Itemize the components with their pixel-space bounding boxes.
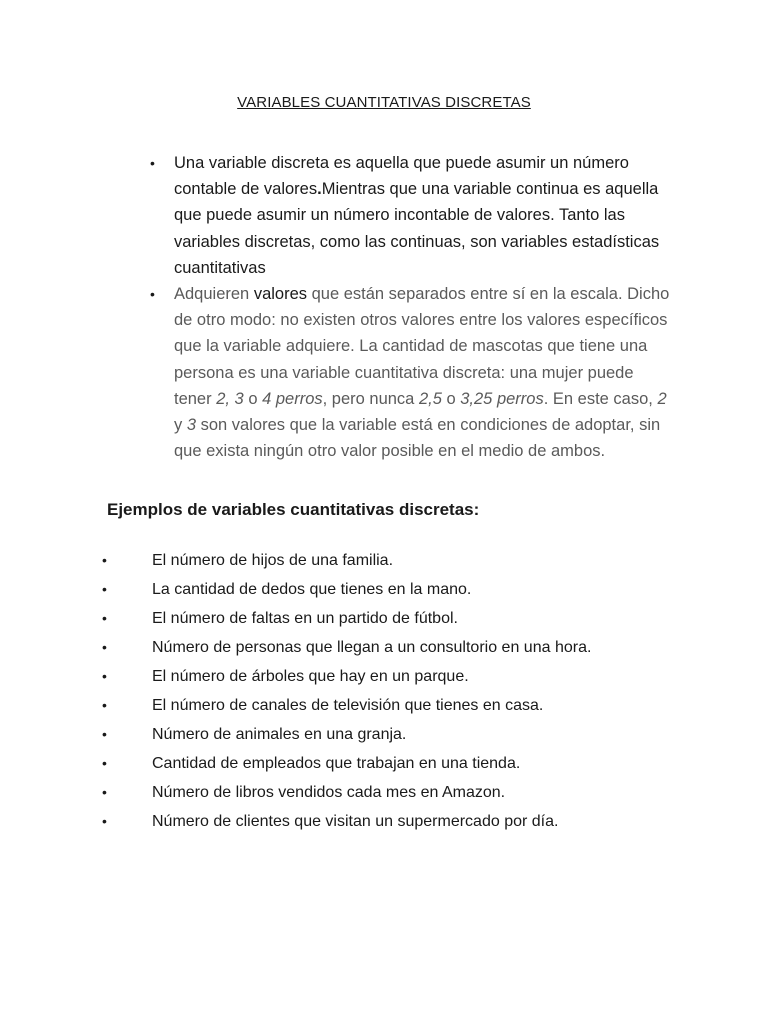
bullet-icon: • bbox=[102, 813, 107, 829]
example-item bbox=[102, 633, 702, 662]
desc-italic: 4 perros bbox=[262, 389, 323, 408]
desc-italic: 2,5 bbox=[418, 389, 442, 408]
desc-segment: o bbox=[441, 389, 461, 408]
document-title: VARIABLES CUANTITATIVAS DISCRETAS bbox=[237, 94, 531, 111]
example-item bbox=[102, 749, 702, 778]
desc-segment: que están separados entre sí en la escala. Dicho de otro modo: no existen otros valores entre los valores específicos que la variable adquiere. La cantidad de mascotas que tiene una persona es una variable cuantitativa discreta: una mujer puede tener bbox=[174, 285, 670, 408]
example-text: El número de canales de televisión que tienes en casa. bbox=[152, 697, 544, 714]
bullet-icon: • bbox=[102, 668, 107, 684]
intro-item-definition bbox=[150, 150, 670, 281]
example-item bbox=[102, 691, 702, 720]
bullet-icon: • bbox=[102, 726, 107, 742]
example-item bbox=[102, 778, 702, 807]
examples-list bbox=[102, 546, 702, 836]
example-item bbox=[102, 604, 702, 633]
example-text: Número de animales en una granja. bbox=[152, 726, 407, 743]
example-text: El número de hijos de una familia. bbox=[152, 552, 394, 569]
example-item bbox=[102, 807, 702, 836]
desc-segment: son valores que la variable está en condiciones de adoptar, sin que exista ningún otro valor posible en el medio de ambos. bbox=[174, 416, 661, 461]
bullet-icon: • bbox=[102, 639, 107, 655]
definition-period: . bbox=[317, 180, 322, 199]
bullet-icon: • bbox=[102, 581, 107, 597]
example-text: El número de árboles que hay en un parque. bbox=[152, 668, 469, 685]
example-item bbox=[102, 662, 702, 691]
desc-italic: 2, 3 bbox=[216, 389, 244, 408]
intro-item-description bbox=[150, 281, 670, 464]
example-item bbox=[102, 720, 702, 749]
examples-heading: Ejemplos de variables cuantitativas discretas: bbox=[107, 500, 480, 519]
bullet-icon: • bbox=[150, 286, 155, 303]
bullet-icon: • bbox=[102, 610, 107, 626]
definition-text-b: Mientras que una variable continua es aquella que puede asumir un número incontable de valores. Tanto las variables discretas, como las continuas, son variables estadísticas cuantitativas bbox=[174, 180, 660, 277]
example-text: El número de faltas en un partido de fútbol. bbox=[152, 610, 458, 627]
definition-text-a: Una variable discreta es aquella que puede asumir un número contable de valores bbox=[174, 154, 629, 199]
intro-bullet-list bbox=[150, 150, 670, 464]
desc-segment: . En este caso, bbox=[543, 389, 658, 408]
desc-segment: y bbox=[174, 416, 187, 435]
desc-link-valores: valores bbox=[253, 285, 308, 304]
bullet-icon: • bbox=[102, 755, 107, 771]
example-text: Número de clientes que visitan un supermercado por día. bbox=[152, 813, 559, 830]
example-item bbox=[102, 546, 702, 575]
desc-segment: , pero nunca bbox=[322, 389, 419, 408]
bullet-icon: • bbox=[102, 784, 107, 800]
desc-segment: Adquieren bbox=[174, 285, 254, 304]
example-text: Número de personas que llegan a un consultorio en una hora. bbox=[152, 639, 592, 656]
desc-italic: 3 bbox=[186, 416, 197, 435]
example-item bbox=[102, 575, 702, 604]
bullet-icon: • bbox=[102, 697, 107, 713]
desc-italic: 3,25 perros bbox=[460, 389, 544, 408]
example-text: Número de libros vendidos cada mes en Amazon. bbox=[152, 784, 506, 801]
desc-segment: o bbox=[243, 389, 263, 408]
desc-italic: 2 bbox=[657, 389, 667, 408]
example-text: La cantidad de dedos que tienes en la mano. bbox=[152, 581, 472, 598]
example-text: Cantidad de empleados que trabajan en una tienda. bbox=[152, 755, 521, 772]
bullet-icon: • bbox=[150, 155, 155, 171]
bullet-icon: • bbox=[102, 552, 107, 568]
